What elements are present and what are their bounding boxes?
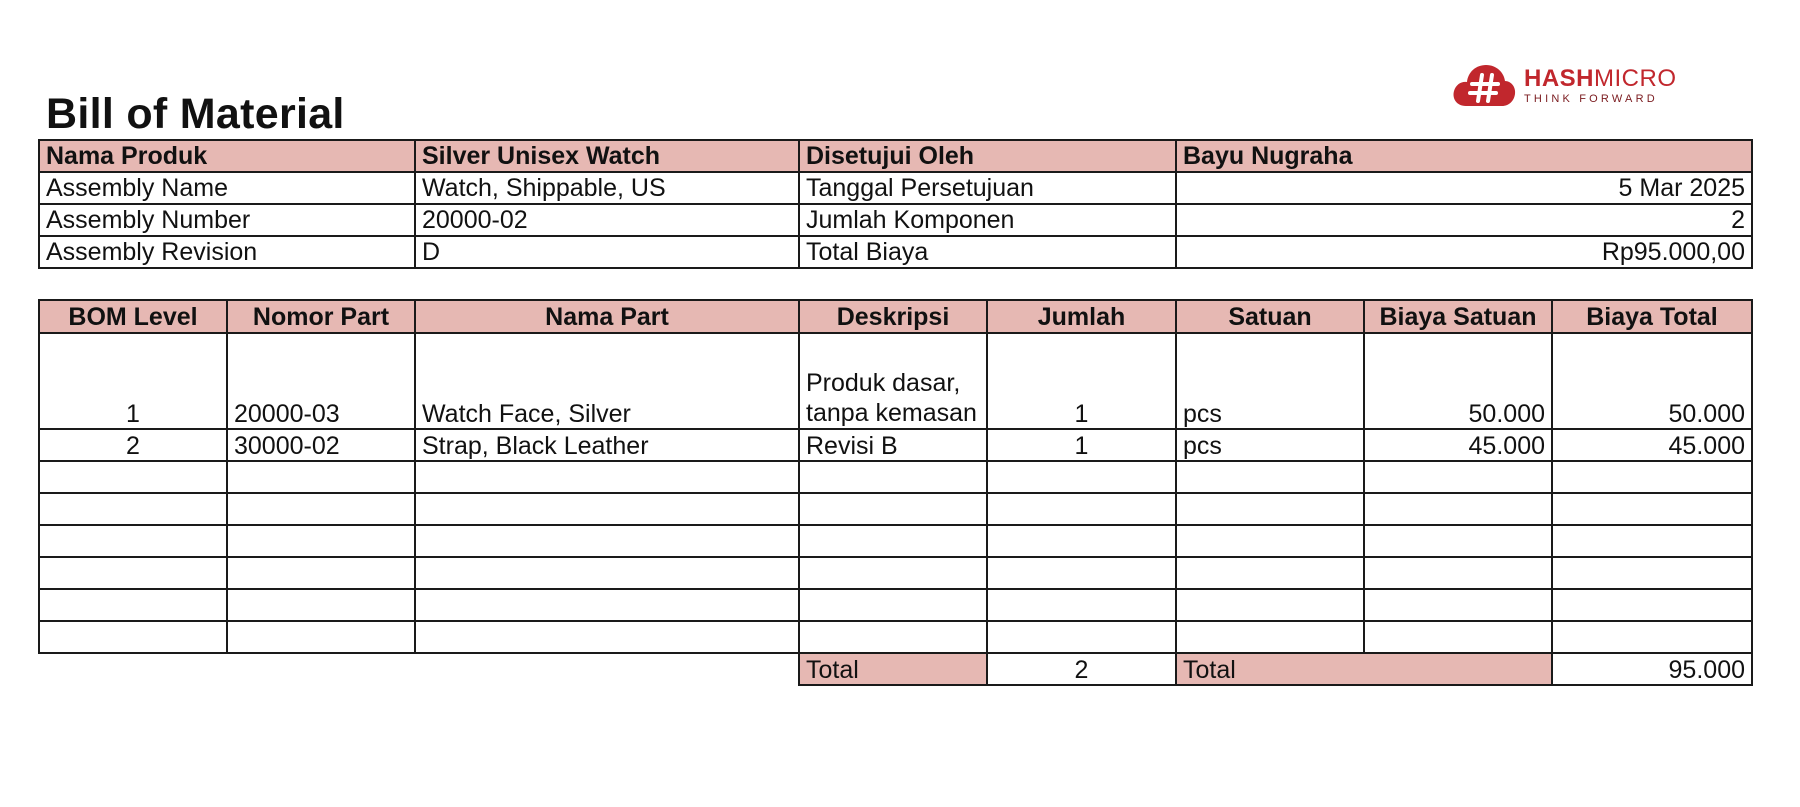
info-label: Total Biaya xyxy=(799,236,1176,268)
column-header: Deskripsi xyxy=(799,300,987,333)
part-name: Watch Face, Silver xyxy=(415,333,799,429)
bom-table xyxy=(38,299,1753,686)
column-header: Satuan xyxy=(1176,300,1364,333)
empty-row xyxy=(39,621,1752,653)
column-header: Jumlah xyxy=(987,300,1176,333)
info-label: Nama Produk xyxy=(39,140,415,172)
part-number: 30000-02 xyxy=(227,429,415,461)
info-value: Watch, Shippable, US xyxy=(415,172,799,204)
total-cost: 45.000 xyxy=(1552,429,1752,461)
info-row xyxy=(39,236,1752,268)
empty-row xyxy=(39,557,1752,589)
table-row xyxy=(39,333,1752,429)
unit: pcs xyxy=(1176,333,1364,429)
info-value: Rp95.000,00 xyxy=(1176,236,1752,268)
page-title: Bill of Material xyxy=(46,90,345,138)
info-value: 2 xyxy=(1176,204,1752,236)
qty-total-value: 2 xyxy=(987,653,1176,685)
hashmicro-logo xyxy=(1452,62,1677,108)
part-number: 20000-03 xyxy=(227,333,415,429)
column-header: Biaya Total xyxy=(1552,300,1752,333)
table-row xyxy=(39,429,1752,461)
product-info-table xyxy=(38,139,1753,269)
cloud-hash-icon xyxy=(1452,62,1516,108)
part-description: Produk dasar, tanpa kemasan xyxy=(799,333,987,429)
logo-brand: HASHMICRO xyxy=(1524,64,1677,92)
info-label: Tanggal Persetujuan xyxy=(799,172,1176,204)
info-label: Disetujui Oleh xyxy=(799,140,1176,172)
info-label: Assembly Number xyxy=(39,204,415,236)
cost-total-value: 95.000 xyxy=(1552,653,1752,685)
cost-total-label: Total xyxy=(1176,653,1552,685)
bom-level: 2 xyxy=(39,429,227,461)
column-header: BOM Level xyxy=(39,300,227,333)
column-header: Biaya Satuan xyxy=(1364,300,1552,333)
info-value: D xyxy=(415,236,799,268)
total-cost: 50.000 xyxy=(1552,333,1752,429)
part-description: Revisi B xyxy=(799,429,987,461)
info-row xyxy=(39,204,1752,236)
empty-row xyxy=(39,525,1752,557)
info-value: 20000-02 xyxy=(415,204,799,236)
part-name: Strap, Black Leather xyxy=(415,429,799,461)
column-header: Nama Part xyxy=(415,300,799,333)
info-value: 5 Mar 2025 xyxy=(1176,172,1752,204)
empty-row xyxy=(39,589,1752,621)
empty-row xyxy=(39,461,1752,493)
info-row xyxy=(39,172,1752,204)
info-value: Silver Unisex Watch xyxy=(415,140,799,172)
unit: pcs xyxy=(1176,429,1364,461)
qty-total-label: Total xyxy=(799,653,987,685)
empty-row xyxy=(39,493,1752,525)
column-header: Nomor Part xyxy=(227,300,415,333)
totals-row xyxy=(39,653,1752,685)
info-row xyxy=(39,140,1752,172)
info-label: Assembly Name xyxy=(39,172,415,204)
logo-tagline: THINK FORWARD xyxy=(1524,92,1658,105)
quantity: 1 xyxy=(987,429,1176,461)
bom-level: 1 xyxy=(39,333,227,429)
unit-cost: 45.000 xyxy=(1364,429,1552,461)
quantity: 1 xyxy=(987,333,1176,429)
info-label: Jumlah Komponen xyxy=(799,204,1176,236)
info-label: Assembly Revision xyxy=(39,236,415,268)
info-value: Bayu Nugraha xyxy=(1176,140,1752,172)
bom-header-row xyxy=(39,300,1752,333)
unit-cost: 50.000 xyxy=(1364,333,1552,429)
